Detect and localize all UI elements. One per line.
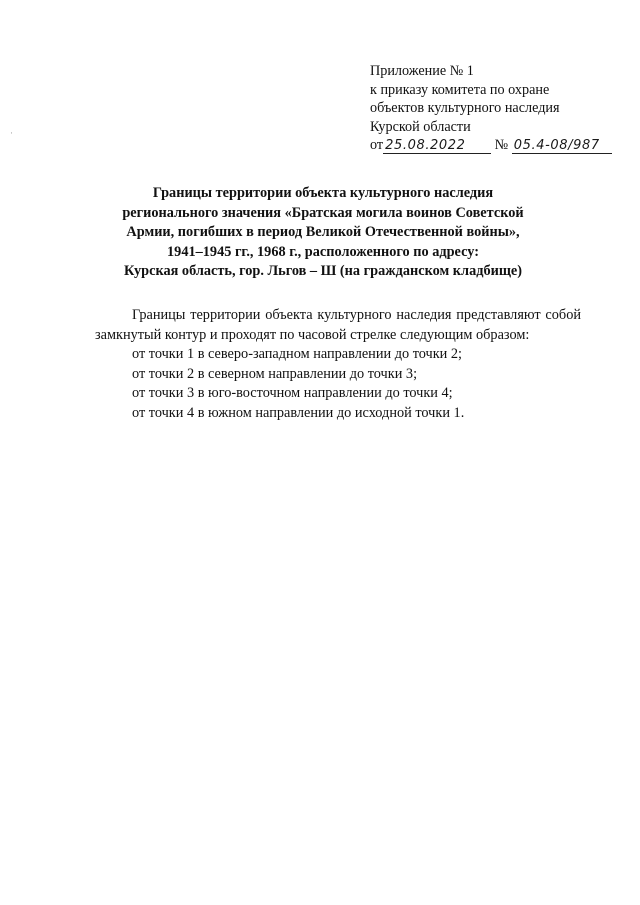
appendix-header <box>370 62 620 155</box>
document-title <box>108 184 538 282</box>
title-line-4: 1941–1945 гг., 1968 г., расположенного по адресу: <box>167 243 479 260</box>
intro-paragraph: Границы территории объекта культурного наследия представляют собой замкнутый контур и проходят по часовой стрелке следующим образом: <box>95 307 581 343</box>
title-line-5: Курская область, гор. Льгов – Ш (на гражданском кладбище) <box>123 263 523 279</box>
handwritten-number: 05.4-08/987 <box>512 139 612 154</box>
appendix-title: Приложение № 1 <box>370 63 474 79</box>
boundary-item: от точки 3 в юго-восточном направлении до точки 4; <box>132 385 453 401</box>
boundary-item: от точки 1 в северо-западном направлении до точки 2; <box>132 346 463 362</box>
boundary-item: от точки 4 в южном направлении до исходной точки 1. <box>132 404 465 421</box>
from-prefix: от <box>370 137 384 153</box>
handwritten-date: 25.08.2022 <box>383 139 491 154</box>
appendix-order-ref: к приказу комитета по охране <box>370 81 550 98</box>
appendix-date-number <box>370 136 620 155</box>
document-body <box>95 306 581 423</box>
title-line-3: Армии, погибших в период Великой Отечественной войны», <box>126 224 520 240</box>
number-sign: № <box>494 137 509 153</box>
boundary-item: от точки 2 в северном направлении до точки 3; <box>132 365 418 382</box>
appendix-region: Курской области <box>370 118 471 135</box>
scan-margin-mark: · <box>10 128 13 138</box>
title-line-2: регионального значения «Братская могила воинов Советской <box>122 204 524 221</box>
title-line-1: Границы территории объекта культурного наследия <box>152 185 494 201</box>
appendix-order-ref-cont: объектов культурного наследия <box>370 100 560 116</box>
